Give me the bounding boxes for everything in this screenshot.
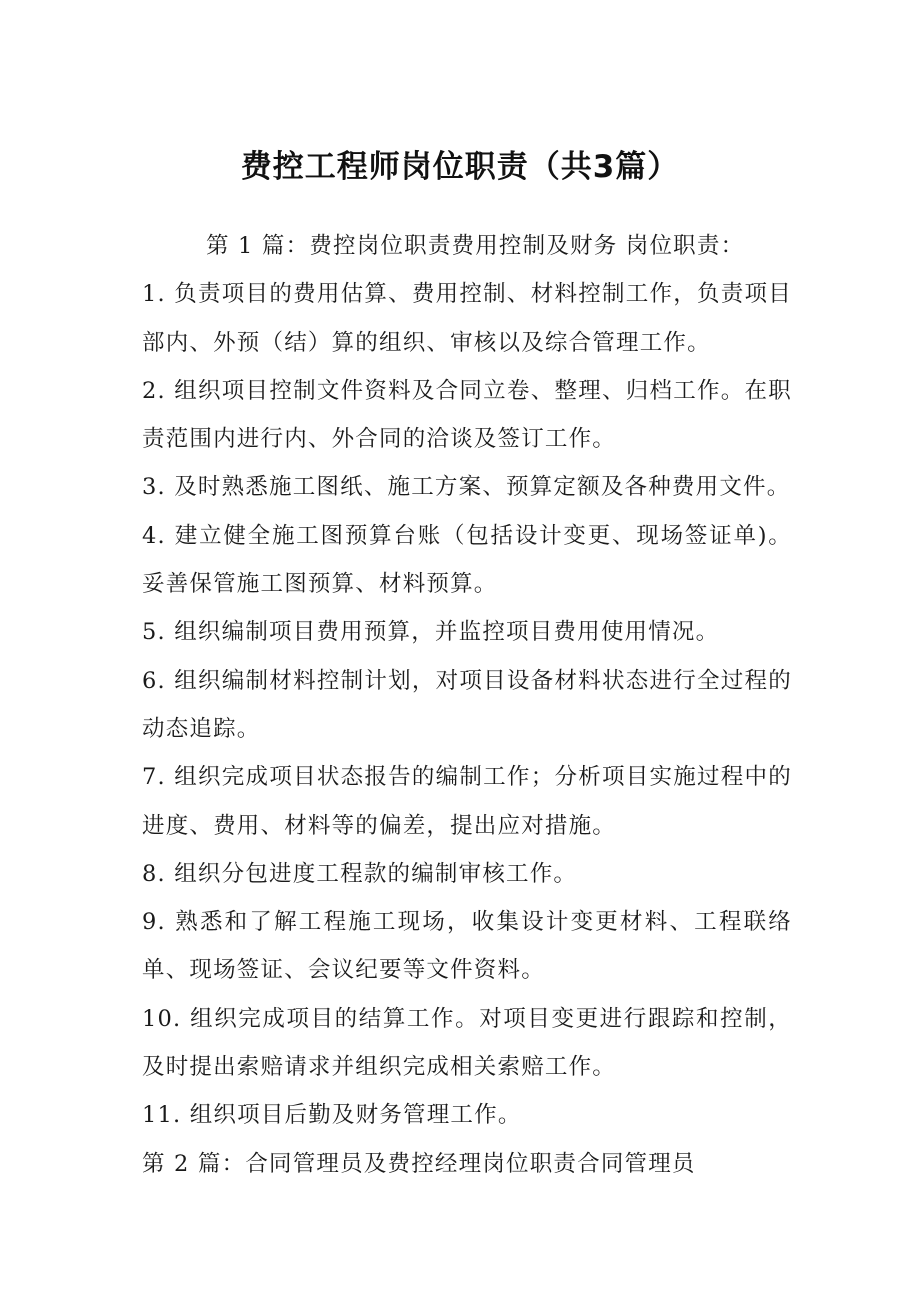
duty-item-2: 2. 组织项目控制文件资料及合同立卷、整理、归档工作。在职责范围内进行内、外合同的洽谈及签订工作。 <box>142 377 792 453</box>
duty-item-4: 4. 建立健全施工图预算台账（包括设计变更、现场签证单)。妥善保管施工图预算、材料预算。 <box>142 522 792 598</box>
duty-item-8: 8. 组织分包进度工程款的编制审核工作。 <box>142 860 578 887</box>
duty-item-1: 1. 负责项目的费用估算、费用控制、材料控制工作，负责项目部内、外预（结）算的组织、审核以及综合管理工作。 <box>142 281 792 356</box>
duty-item-5: 5. 组织编制项目费用预算，并监控项目费用使用情况。 <box>142 619 720 646</box>
duty-item-11: 11. 组织项目后勤及财务管理工作。 <box>142 1102 522 1129</box>
document-body <box>142 222 792 1188</box>
duty-item-3: 3. 及时熟悉施工图纸、施工方案、预算定额及各种费用文件。 <box>142 474 791 501</box>
section-heading-2: 第 2 篇：合同管理员及费控经理岗位职责合同管理员 <box>142 1150 696 1177</box>
document-title: 费控工程师岗位职责（共3篇） <box>240 149 680 185</box>
duty-item-7: 7. 组织完成项目状态报告的编制工作；分析项目实施过程中的进度、费用、材料等的偏差，提出应对措施。 <box>142 764 792 839</box>
duty-item-9: 9. 熟悉和了解工程施工现场，收集设计变更材料、工程联络单、现场签证、会议纪要等文件资料。 <box>142 909 792 984</box>
section-heading-1: 第 1 篇：费控岗位职责费用控制及财务 岗位职责： <box>206 233 745 259</box>
duty-item-6: 6. 组织编制材料控制计划，对项目设备材料状态进行全过程的动态追踪。 <box>142 667 792 742</box>
duty-item-10: 10. 组织完成项目的结算工作。对项目变更进行跟踪和控制，及时提出索赔请求并组织完成相关索赔工作。 <box>142 1005 792 1081</box>
